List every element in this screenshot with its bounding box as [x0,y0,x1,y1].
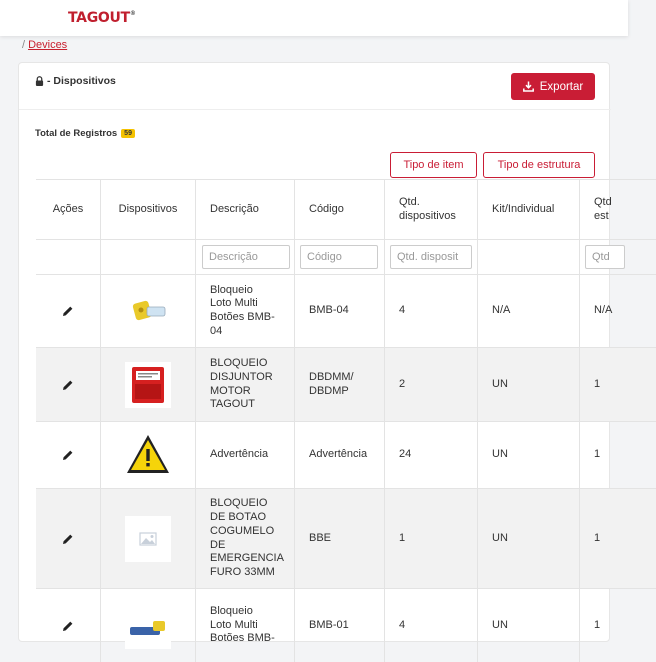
top-bar [0,0,628,36]
yellow-lockout-device-image [125,288,171,334]
actions-cell [36,489,100,588]
device-image-cell [100,422,195,488]
export-label: Exportar [539,80,584,93]
edit-pencil-icon[interactable] [62,533,74,545]
estoque-cell: N/A [579,275,639,347]
actions-cell [36,348,100,421]
table-row[interactable] [36,588,656,662]
actions-cell [36,422,100,488]
actions-cell [36,589,100,662]
descricao-cell: BLOQUEIO DISJUNTOR MOTOR TAGOUT [195,348,294,421]
header-acoes[interactable]: Ações [52,202,84,215]
estoque-cell: 1 [579,348,639,421]
filter-tipo-estrutura-button[interactable]: Tipo de estrutura [483,152,595,178]
export-button[interactable] [511,73,595,100]
codigo-cell: DBDMM/ DBDMP [294,348,384,421]
total-count-badge: 59 [121,129,135,138]
table-row[interactable] [36,421,656,488]
filter-cell-empty [36,240,100,274]
devices-card [18,62,613,645]
header-dispositivos[interactable]: Dispositivos [100,180,195,239]
device-image-cell [100,348,195,421]
estoque-cell: 1 [579,422,639,488]
header-kit-individual[interactable]: Kit/Individual [477,180,579,239]
edit-pencil-icon[interactable] [62,379,74,391]
header-descricao[interactable]: Descrição [195,180,294,239]
total-label: Total de Registros [35,128,118,139]
kit-cell: UN [477,589,579,662]
estoque-cell: 1 [579,489,639,588]
descricao-filter-input[interactable] [202,245,290,269]
breadcrumb-link-devices[interactable]: Devices [28,39,68,51]
header-qtd-estoque[interactable]: Qtd est [579,180,639,239]
qtd-cell: 24 [384,422,477,488]
table-header-row [36,179,656,239]
qtd-cell: 2 [384,348,477,421]
header-codigo[interactable]: Código [294,180,384,239]
estoque-cell: 1 [579,589,639,662]
filter-cell-descricao [195,240,294,274]
device-image-cell [100,489,195,588]
kit-cell: N/A [477,275,579,347]
download-icon [523,81,534,92]
codigo-cell: BMB-04 [294,275,384,347]
codigo-cell: BMB-01 [294,589,384,662]
tagout-logo[interactable]: TAGOUT® [68,10,136,26]
card-title [35,75,116,87]
edit-pencil-icon[interactable] [62,449,74,461]
qtd-cell: 4 [384,275,477,347]
edit-pencil-icon[interactable] [62,620,74,632]
card-header [19,63,611,110]
device-image-cell [100,275,195,347]
kit-cell: UN [477,489,579,588]
edit-pencil-icon[interactable] [62,305,74,317]
estoque-filter-input[interactable] [585,245,625,269]
descricao-cell: Bloqueio Loto Multi Botões BMB- 04 [195,275,294,347]
warning-triangle-sign-image [125,432,171,478]
red-breaker-lockout-box-image [125,362,171,408]
filter-tipo-item-button[interactable]: Tipo de item [390,152,477,178]
breadcrumb [22,39,67,51]
qtd-cell: 1 [384,489,477,588]
descricao-cell: BLOQUEIO DE BOTAO COGUMELO DE EMERGENCIA FURO 33MM [195,489,294,588]
filter-cell-qtd [384,240,477,274]
blue-lockout-device-image [125,603,171,649]
table-filter-row [36,239,656,274]
total-records [35,128,135,139]
kit-cell: UN [477,348,579,421]
filter-cell-estoque [579,240,639,274]
codigo-cell: Advertência [294,422,384,488]
lock-icon [35,76,44,86]
qtd-filter-input[interactable] [390,245,472,269]
codigo-filter-input[interactable] [300,245,378,269]
image-placeholder-icon [125,516,171,562]
descricao-cell: Advertência [195,422,294,488]
table-row[interactable] [36,488,656,588]
qtd-cell: 4 [384,589,477,662]
table-row[interactable] [36,347,656,421]
device-image-cell [100,589,195,662]
filter-cell-empty [100,240,195,274]
card-title-text: - Dispositivos [47,75,116,87]
actions-cell [36,275,100,347]
kit-cell: UN [477,422,579,488]
table-row[interactable] [36,274,656,347]
header-qtd-dispositivos[interactable]: Qtd. dispositivos [384,180,477,239]
descricao-cell: Bloqueio Loto Multi Botões BMB- [195,589,294,662]
filter-cell-empty [477,240,579,274]
breadcrumb-separator: / [22,39,26,51]
filter-cell-codigo [294,240,384,274]
codigo-cell: BBE [294,489,384,588]
